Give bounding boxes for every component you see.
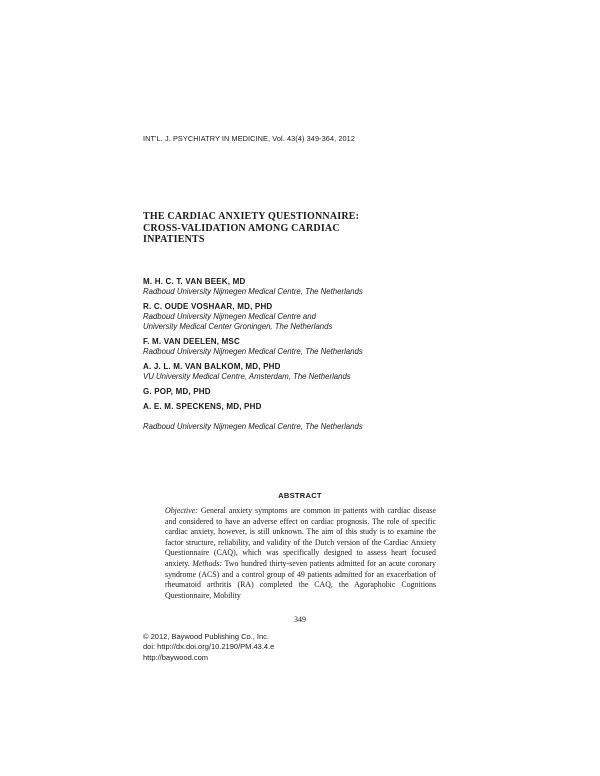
author-entry xyxy=(143,337,473,357)
author-entry xyxy=(143,362,473,382)
author-entry xyxy=(143,277,473,297)
methods-text: Two hundred thirty-seven patients admitted for an acute coronary syndrome (ACS) and a control group of 49 patients admitted for an exacerbation of rheumatoid arthritis (RA) completed the CAQ, the Agoraphobic Cognitions Questionnaire, Mobility xyxy=(165,558,436,600)
author-name: M. H. C. T. VAN BEEK, MD xyxy=(143,277,246,286)
shared-affiliation: Radboud University Nijmegen Medical Centre, The Netherlands xyxy=(143,422,363,431)
author-affiliation: Radboud University Nijmegen Medical Centre, The Netherlands xyxy=(143,287,363,296)
author-affiliation: Radboud University Nijmegen Medical Centre, The Netherlands xyxy=(143,347,363,356)
publisher-link[interactable]: http://baywood.com xyxy=(143,652,209,662)
author-entry xyxy=(143,402,473,412)
publication-footer xyxy=(143,632,274,663)
author-name: F. M. VAN DEELEN, MSC xyxy=(143,337,240,346)
page-number: 349 xyxy=(294,615,306,624)
author-name: R. C. OUDE VOSHAAR, MD, PHD xyxy=(143,302,273,311)
author-entry xyxy=(143,387,473,397)
title-line: CROSS-VALIDATION AMONG CARDIAC xyxy=(143,222,340,234)
abstract-heading: ABSTRACT xyxy=(278,491,322,500)
author-list xyxy=(143,277,473,432)
objective-label: Objective: xyxy=(165,506,198,515)
copyright-line: © 2012, Baywood Publishing Co., Inc. xyxy=(143,632,270,641)
author-entry xyxy=(143,302,473,332)
author-affiliation: University Medical Center Groningen, The Netherlands xyxy=(143,322,333,331)
title-line: THE CARDIAC ANXIETY QUESTIONNAIRE: xyxy=(143,211,360,222)
author-name: A. J. L. M. VAN BALKOM, MD, PHD xyxy=(143,362,281,371)
author-name: G. POP, MD, PHD xyxy=(143,387,211,396)
article-title xyxy=(143,211,473,246)
journal-citation: INT'L. J. PSYCHIATRY IN MEDICINE, Vol. 43(4) 349-364, 2012 xyxy=(143,134,355,143)
methods-label: Methods: xyxy=(192,558,223,568)
title-line: INPATIENTS xyxy=(143,234,205,245)
doi-link[interactable]: doi: http://dx.doi.org/10.2190/PM.43.4.e xyxy=(143,642,275,652)
author-affiliation: VU University Medical Centre, Amsterdam, The Netherlands xyxy=(143,372,351,381)
objective-text: General anxiety symptoms are common in patients with cardiac disease and considered to have an adverse effect on cardiac prognosis. The role of specific cardiac anxiety, however, is still unknown. The aim of this study is to examine the factor structure, reliability, and validity of the Dutch version of the Cardiac Anxiety Questionnaire (CAQ), which was specifically designed to assess heart focused anxiety. xyxy=(165,506,436,568)
author-name: A. E. M. SPECKENS, MD, PHD xyxy=(143,402,262,411)
author-affiliation: Radboud University Nijmegen Medical Centre and xyxy=(143,312,316,321)
abstract-body xyxy=(165,506,436,601)
